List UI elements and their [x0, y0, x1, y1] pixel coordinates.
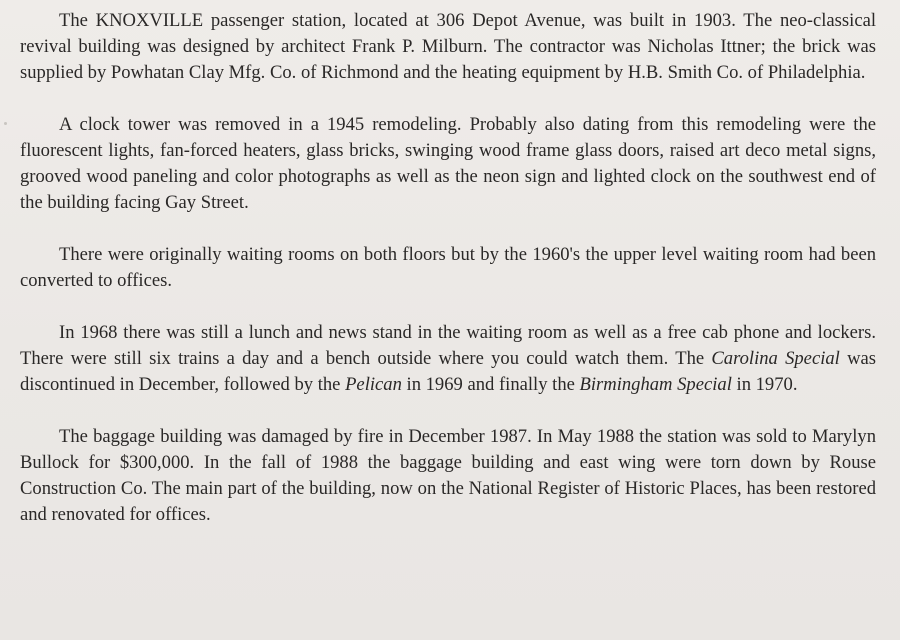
train-name-carolina-special: Carolina Special [711, 348, 840, 369]
text-run: The baggage building was damaged by fire in December 1987. In May 1988 the station was sold to Marylyn Bullock for $300,000. In the fall of 1988 the baggage building and east wing were torn down by Rouse Construction Co. The main part of the building, now on the National Register of Historic Places, has been restored and renovated for offices. [20, 426, 876, 525]
document-body [20, 8, 876, 528]
text-run: The KNOXVILLE passenger station, located at 306 Depot Avenue, was built in 1903. The neo-classical revival building was designed by architect Frank P. Milburn. The contractor was Nicholas Ittner; the brick was supplied by Powhatan Clay Mfg. Co. of Richmond and the heating equipment by H.B. Smith Co. of Philadelphia. [20, 10, 876, 83]
text-run: in 1970. [731, 374, 798, 395]
text-run: A clock tower was removed in a 1945 remodeling. Probably also dating from this remodeling were the fluorescent lights, fan-forced heaters, glass bricks, swinging wood frame glass doors, raised art deco metal signs, grooved wood paneling and color photographs as well as the neon sign and lighted clock on the southwest end of the building facing Gay Street. [20, 114, 876, 213]
paragraph-1968-service [20, 320, 876, 398]
scan-speck [4, 122, 7, 125]
paragraph-sale-and-restoration [20, 424, 876, 528]
text-run: was discontinued in December, followed by the [20, 348, 876, 395]
paragraph-station-history [20, 8, 876, 86]
text-run: There were originally waiting rooms on both floors but by the 1960's the upper level waiting room had been converted to offices. [20, 244, 876, 291]
paragraph-waiting-rooms [20, 242, 876, 294]
text-run: in 1969 and finally the [401, 374, 580, 395]
train-name-birmingham-special: Birmingham Special [579, 374, 732, 395]
train-name-pelican: Pelican [345, 374, 402, 395]
paragraph-remodeling [20, 112, 876, 216]
text-run: In 1968 there was still a lunch and news stand in the waiting room as well as a free cab phone and lockers. There were still six trains a day and a bench outside where you could watch them. The [20, 322, 876, 369]
